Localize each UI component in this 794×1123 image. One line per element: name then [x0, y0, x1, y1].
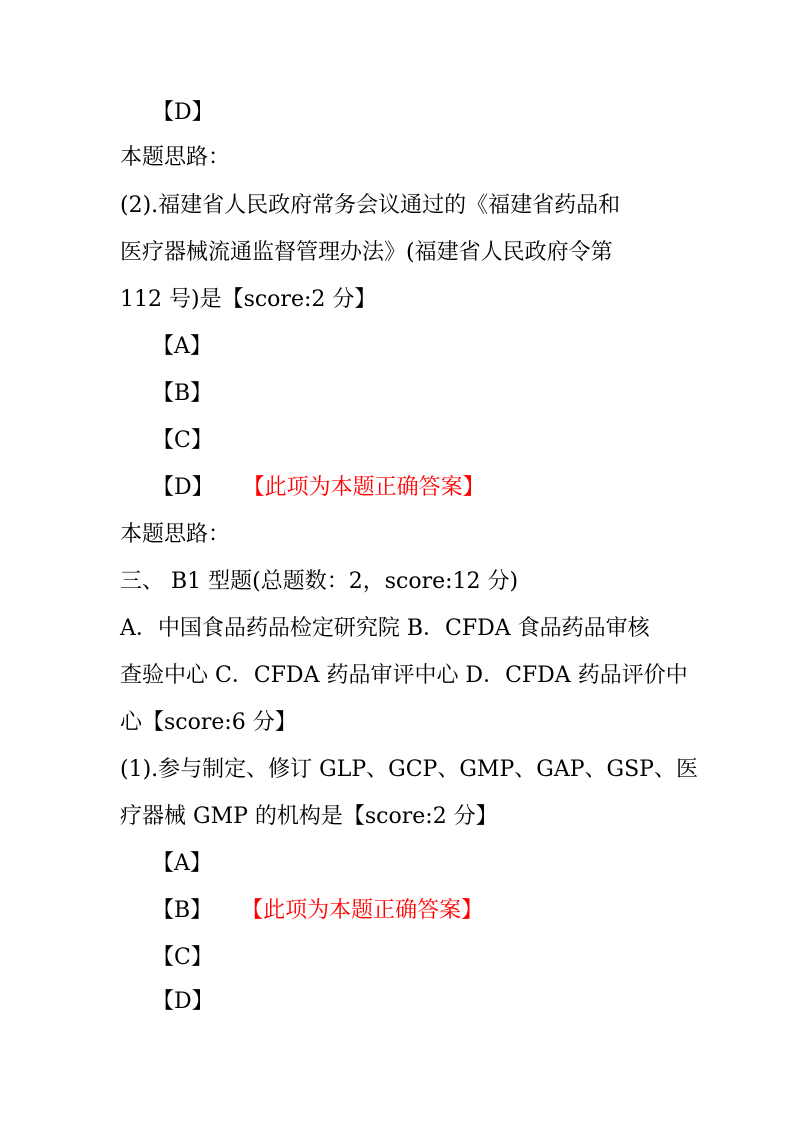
q2-stem-line-3: 112 号)是【score:2 分】 — [120, 287, 377, 312]
q3-option-d: 【D】 — [152, 989, 214, 1014]
section-3-choices-line-1: A．中国食品药品检定研究院 B．CFDA 食品药品审核 — [120, 616, 650, 641]
q2-option-a: 【A】 — [152, 334, 212, 359]
q3-option-b-row — [152, 891, 483, 931]
q2-correct-answer-mark: 【此项为本题正确答案】 — [253, 475, 485, 500]
q1-option-d: 【D】 — [152, 100, 214, 125]
q3-option-a: 【A】 — [152, 851, 212, 876]
q2-option-d: 【D】 — [152, 475, 214, 500]
q2-option-c: 【C】 — [152, 428, 213, 453]
q2-stem-line-1: (2).福建省人民政府常务会议通过的《福建省药品和 — [120, 193, 621, 218]
q3-option-c: 【C】 — [152, 945, 213, 970]
q3-stem-line-1: (1).参与制定、修订 GLP、GCP、GMP、GAP、GSP、医 — [120, 757, 698, 782]
q3-option-b: 【B】 — [152, 898, 213, 923]
section-3-choices-line-3: 心【score:6 分】 — [120, 710, 297, 735]
q2-option-b: 【B】 — [152, 381, 213, 406]
section-3-header: 三、 B1 型题(总题数：2，score:12 分) — [120, 569, 519, 594]
section-3-choices-line-2: 查验中心 C．CFDA 药品审评中心 D．CFDA 药品评价中 — [120, 663, 688, 688]
q3-stem-line-2: 疗器械 GMP 的机构是【score:2 分】 — [120, 804, 498, 829]
q2-stem-line-2: 医疗器械流通监督管理办法》(福建省人民政府令第 — [120, 240, 613, 265]
q2-option-d-row — [152, 468, 485, 508]
q2-analysis-label: 本题思路： — [120, 522, 231, 547]
q3-correct-answer-mark: 【此项为本题正确答案】 — [252, 898, 484, 923]
q1-analysis-label: 本题思路： — [120, 145, 231, 170]
